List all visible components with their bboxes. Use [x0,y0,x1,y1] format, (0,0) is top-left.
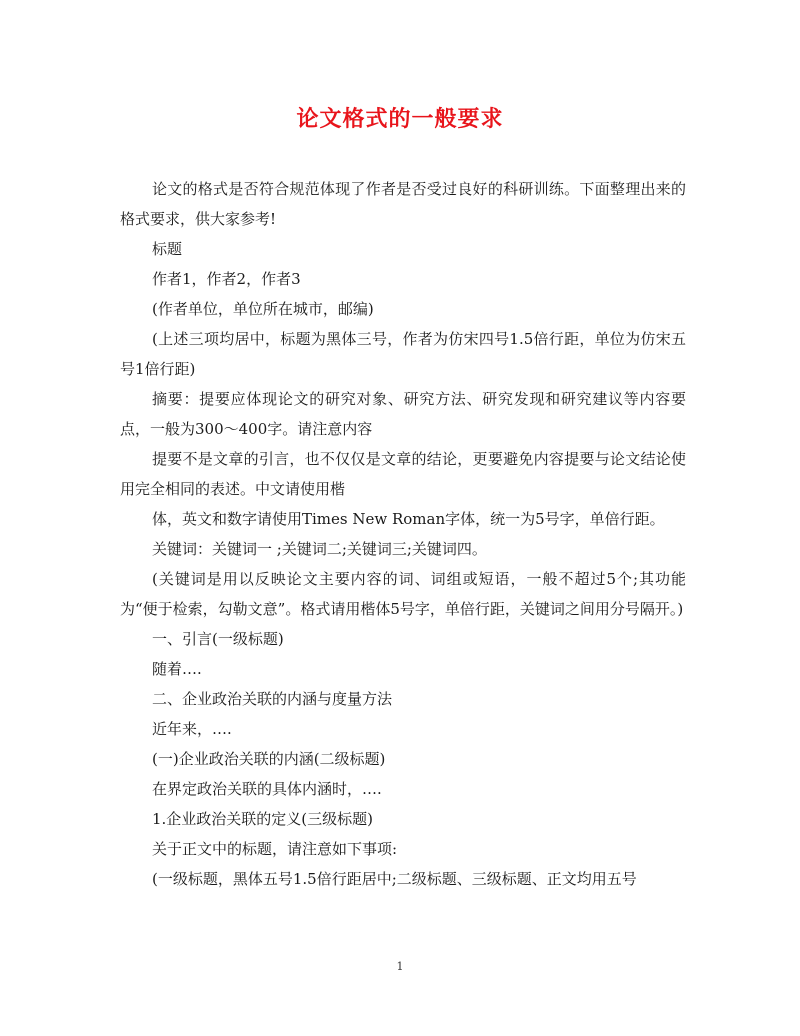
paragraph-intro: 论文的格式是否符合规范体现了作者是否受过良好的科研训练。下面整理出来的格式要求，供大家参考! [120,180,686,228]
heading-level3: 1.企业政治关联的定义(三级标题) [152,810,374,828]
paragraph-authors: 作者1，作者2，作者3 [152,270,301,288]
page-number: 1 [396,960,404,973]
paragraph-affiliation: (作者单位，单位所在城市，邮编) [152,300,374,318]
heading-level1-intro: 一、引言(一级标题) [152,630,284,648]
paragraph-keywords-note: (关键词是用以反映论文主要内容的词、词组或短语，一般不超过5个;其功能为“便于检索，勾勒文意”。格式请用楷体5号字，单倍行距，关键词之间用分号隔开。) [120,570,686,618]
paragraph-keywords: 关键词：关键词一 ;关键词二;关键词三;关键词四。 [152,540,487,558]
paragraph-abstract-cont: 提要不是文章的引言，也不仅仅是文章的结论，更要避免内容提要与论文结论使用完全相同的表述。中文请使用楷 [120,450,686,498]
paragraph-title-label: 标题 [152,240,183,258]
paragraph-heading-notes: 关于正文中的标题，请注意如下事项: [152,840,398,858]
document-body [120,174,686,894]
paragraph-heading-format: (一级标题，黑体五号1.5倍行距居中;二级标题、三级标题、正文均用五号 [152,870,637,888]
paragraph-section2-body: 近年来，…. [152,720,232,738]
paragraph-format-note: (上述三项均居中，标题为黑体三号，作者为仿宋四号1.5倍行距，单位为仿宋五号1倍行距) [120,330,686,378]
heading-level2: (一)企业政治关联的内涵(二级标题) [152,750,386,768]
paragraph-abstract: 摘要：提要应体现论文的研究对象、研究方法、研究发现和研究建议等内容要点，一般为300～400字。请注意内容 [120,390,686,438]
document-title: 论文格式的一般要求 [296,107,504,132]
paragraph-level2-body: 在界定政治关联的具体内涵时，…. [152,780,382,798]
heading-level1-section2: 二、企业政治关联的内涵与度量方法 [152,690,393,708]
paragraph-intro-body: 随着…. [152,660,202,678]
paragraph-font-rule: 体，英文和数字请使用Times New Roman字体，统一为5号字，单倍行距。 [152,510,665,528]
